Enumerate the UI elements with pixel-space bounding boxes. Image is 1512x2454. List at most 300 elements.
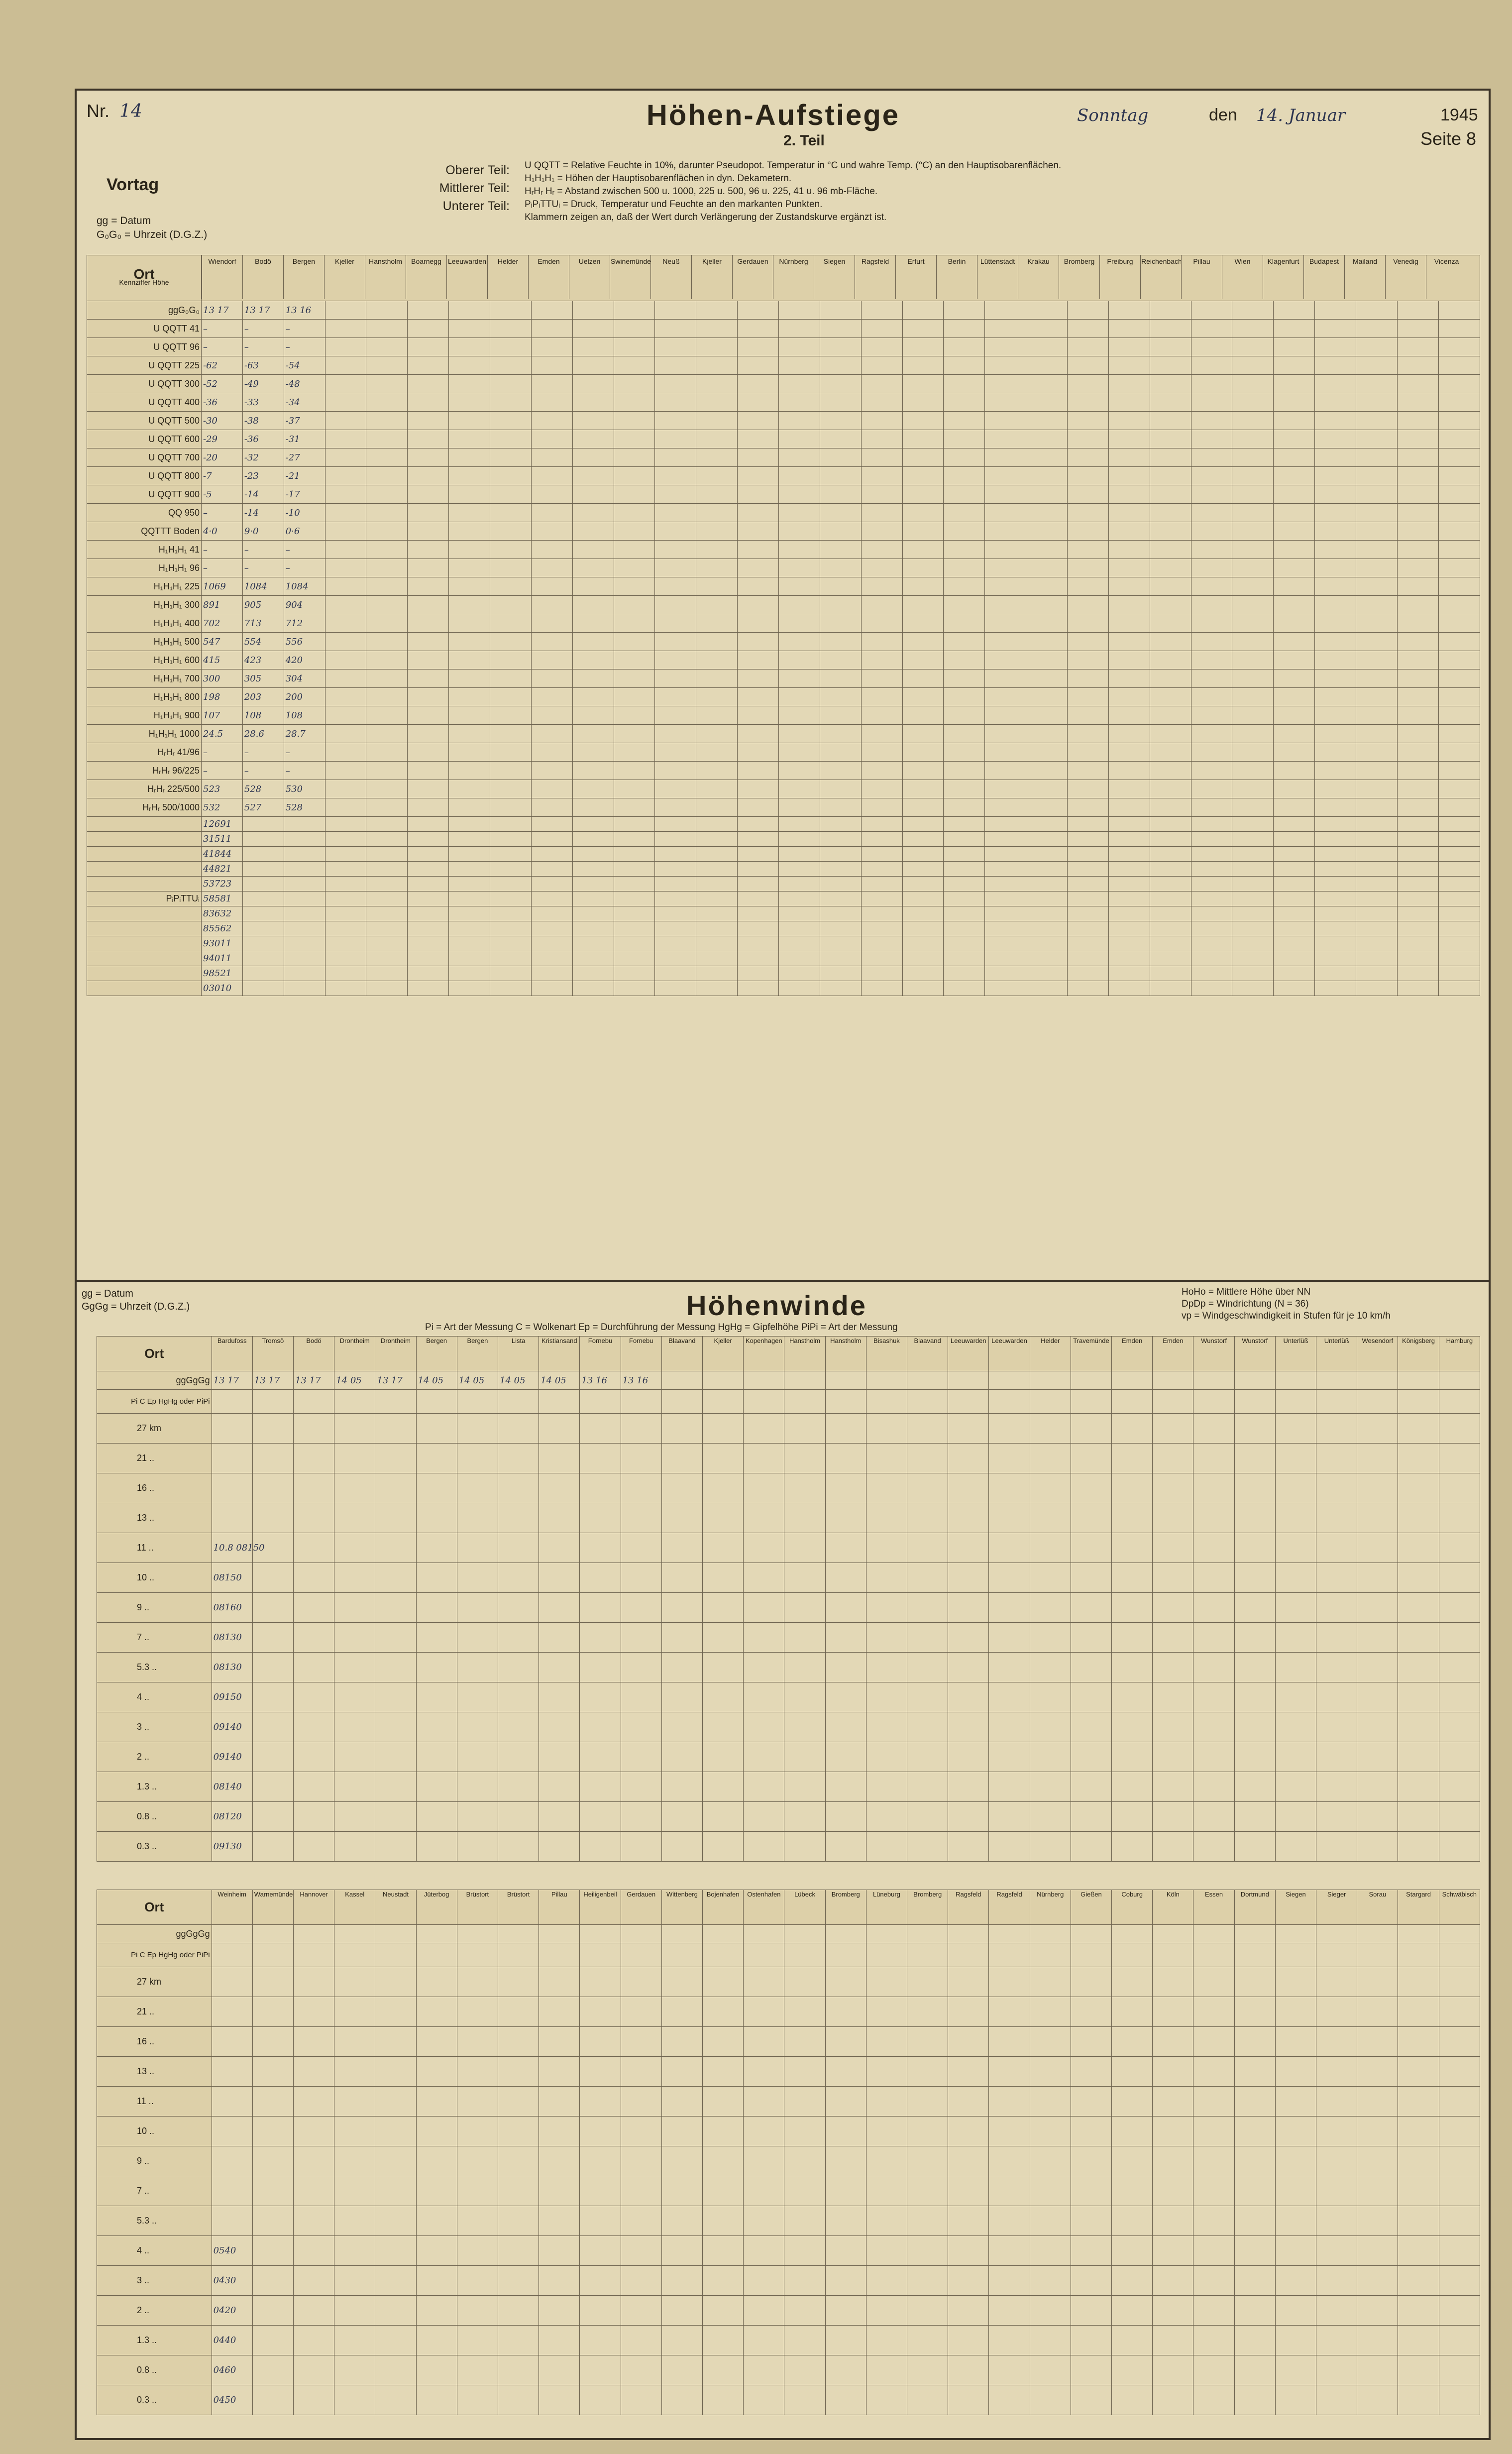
table-cell — [1068, 862, 1109, 877]
table-cell — [784, 2027, 825, 2057]
table-cell — [416, 1943, 457, 1967]
table-cell — [334, 2326, 375, 2355]
table-cell — [1438, 393, 1480, 412]
table-row — [97, 2176, 1480, 2206]
table-cell — [784, 1682, 825, 1712]
winds-legend: Pi = Art der Messung C = Wolkenart Ep = Durchführung der Messung HgHg = Gipfelhöhe PiPi = Art der Messung — [425, 1322, 898, 1333]
table-cell: 08150 — [212, 1563, 252, 1593]
table-cell — [784, 2296, 825, 2326]
table-cell — [738, 412, 779, 430]
table-row — [97, 1890, 1480, 1925]
table-cell — [614, 504, 655, 522]
table-row — [97, 2146, 1480, 2176]
table-cell — [1315, 862, 1356, 877]
table-cell — [1193, 1444, 1234, 1473]
station-header: Bergen — [457, 1337, 498, 1371]
table-cell — [989, 2355, 1030, 2385]
table-cell — [1191, 320, 1232, 338]
table-cell — [242, 981, 284, 996]
table-cell — [1438, 541, 1480, 559]
table-cell — [1275, 1593, 1316, 1623]
table-cell — [1191, 541, 1232, 559]
table-cell — [1275, 2057, 1316, 2087]
table-cell — [252, 2385, 293, 2415]
table-cell — [212, 2176, 252, 2206]
table-cell — [861, 725, 902, 743]
table-cell — [572, 412, 614, 430]
table-cell — [621, 2146, 661, 2176]
station-header: Bojenhafen — [703, 1890, 744, 1925]
table-cell — [1397, 651, 1438, 669]
table-cell — [1068, 798, 1109, 817]
table-cell — [408, 633, 449, 651]
table-cell — [1068, 725, 1109, 743]
table-cell — [866, 1414, 907, 1444]
table-cell — [1439, 2266, 1480, 2296]
table-cell — [738, 892, 779, 906]
table-cell — [861, 541, 902, 559]
table-cell — [416, 1967, 457, 1997]
table-cell — [944, 817, 985, 832]
table-cell — [744, 1390, 784, 1414]
table-row — [87, 847, 1480, 862]
height-label: 1.3 .. — [97, 2326, 212, 2355]
table-cell — [366, 981, 408, 996]
station-header: Wittenberg — [661, 1890, 702, 1925]
table-cell — [1232, 522, 1274, 541]
table-cell — [408, 832, 449, 847]
table-cell — [1398, 2146, 1439, 2176]
table-cell — [1439, 1623, 1480, 1653]
station-header: Drontheim — [375, 1337, 416, 1371]
table-cell — [1438, 504, 1480, 522]
table-cell — [907, 1563, 948, 1593]
table-cell — [498, 1712, 539, 1742]
table-cell — [621, 1414, 661, 1444]
table-cell — [325, 614, 366, 633]
table-cell — [985, 951, 1026, 966]
table-cell — [1275, 1414, 1316, 1444]
table-cell — [212, 1943, 252, 1967]
table-cell — [1438, 688, 1480, 706]
table-cell — [1232, 338, 1274, 356]
table-cell — [539, 1925, 580, 1943]
table-cell — [779, 301, 820, 320]
table-cell — [1356, 762, 1398, 780]
table-cell — [825, 1444, 866, 1473]
table-cell — [820, 847, 861, 862]
table-cell — [580, 1563, 621, 1593]
row-label: H₁H₁H₁ 700 — [87, 669, 202, 688]
station-header: Erfurt — [895, 255, 936, 299]
table-cell — [580, 1414, 621, 1444]
table-row — [97, 2057, 1480, 2087]
table-cell — [944, 301, 985, 320]
table-cell: 09140 — [212, 1742, 252, 1772]
table-cell — [784, 1414, 825, 1444]
table-cell — [944, 762, 985, 780]
table-cell — [252, 1943, 293, 1967]
table-cell — [1356, 596, 1398, 614]
table-cell — [1398, 1563, 1439, 1593]
table-cell — [985, 906, 1026, 921]
table-cell — [1153, 1473, 1193, 1503]
table-cell — [1316, 1802, 1357, 1832]
table-cell — [416, 1623, 457, 1653]
legend-parts — [435, 161, 510, 215]
table-cell — [655, 762, 696, 780]
table-cell — [366, 725, 408, 743]
table-cell — [293, 2326, 334, 2355]
table-cell — [334, 1623, 375, 1653]
table-cell — [1274, 301, 1315, 320]
table-cell — [784, 1802, 825, 1832]
table-cell — [820, 393, 861, 412]
table-cell — [531, 596, 572, 614]
station-header: Lüneburg — [866, 1890, 907, 1925]
table-cell — [1026, 669, 1068, 688]
table-cell — [696, 596, 738, 614]
table-cell — [1439, 1390, 1480, 1414]
table-cell: – — [242, 541, 284, 559]
table-cell — [655, 832, 696, 847]
table-cell — [580, 2266, 621, 2296]
table-cell — [334, 1390, 375, 1414]
table-cell — [907, 2176, 948, 2206]
table-cell — [784, 1390, 825, 1414]
height-label: 16 .. — [97, 1473, 212, 1503]
table-cell — [1316, 1390, 1357, 1414]
table-cell — [1232, 467, 1274, 485]
table-cell — [820, 614, 861, 633]
table-cell — [1274, 892, 1315, 906]
table-cell — [1274, 320, 1315, 338]
table-cell — [907, 1925, 948, 1943]
table-cell — [1232, 448, 1274, 467]
table-cell — [366, 320, 408, 338]
table-cell — [1234, 1967, 1275, 1997]
table-cell — [621, 2057, 661, 2087]
table-cell — [1315, 522, 1356, 541]
table-cell — [779, 817, 820, 832]
table-cell — [902, 651, 944, 669]
table-cell — [703, 1832, 744, 1862]
table-cell — [944, 375, 985, 393]
table-cell — [539, 1563, 580, 1593]
table-cell — [1112, 1832, 1153, 1862]
table-cell — [539, 1967, 580, 1997]
table-cell — [621, 2266, 661, 2296]
table-cell — [1356, 338, 1398, 356]
table-cell — [1315, 798, 1356, 817]
table-cell — [784, 1997, 825, 2027]
table-row — [87, 906, 1480, 921]
table-cell — [661, 2146, 702, 2176]
table-cell — [861, 356, 902, 375]
table-cell — [1439, 1742, 1480, 1772]
table-cell — [784, 2117, 825, 2146]
table-cell: – — [242, 743, 284, 762]
table-cell — [1316, 2296, 1357, 2326]
table-cell — [1071, 1371, 1111, 1390]
table-cell: 13 17 — [293, 1371, 334, 1390]
table-cell — [1026, 651, 1068, 669]
table-cell — [744, 1997, 784, 2027]
table-cell — [989, 1712, 1030, 1742]
table-cell — [252, 1802, 293, 1832]
table-cell — [1398, 1802, 1439, 1832]
table-cell — [293, 1503, 334, 1533]
table-cell — [784, 1742, 825, 1772]
table-cell: 0450 — [212, 2385, 252, 2415]
table-cell — [366, 780, 408, 798]
table-cell — [820, 780, 861, 798]
table-cell — [293, 1967, 334, 1997]
table-cell — [820, 301, 861, 320]
table-cell — [1438, 412, 1480, 430]
table-cell — [1398, 2176, 1439, 2206]
table-cell — [293, 1444, 334, 1473]
table-cell — [744, 2206, 784, 2236]
table-cell — [989, 1802, 1030, 1832]
table-cell — [779, 375, 820, 393]
table-cell — [1357, 1473, 1398, 1503]
table-cell — [1397, 485, 1438, 504]
table-cell — [696, 504, 738, 522]
table-cell: 09150 — [212, 1682, 252, 1712]
table-cell — [985, 614, 1026, 633]
table-cell: – — [284, 338, 325, 356]
station-header: Essen — [1193, 1890, 1234, 1925]
table-cell — [449, 541, 490, 559]
table-cell — [744, 1653, 784, 1682]
table-cell — [1397, 338, 1438, 356]
station-header: Wunstorf — [1234, 1337, 1275, 1371]
table-cell — [1316, 1533, 1357, 1563]
table-cell — [1030, 2206, 1071, 2236]
table-cell — [1108, 921, 1150, 936]
height-label: 21 .. — [97, 1997, 212, 2027]
table-cell — [457, 1943, 498, 1967]
table-cell — [252, 2176, 293, 2206]
table-cell — [944, 936, 985, 951]
table-cell — [784, 2236, 825, 2266]
table-cell — [1439, 1414, 1480, 1444]
table-cell — [1315, 375, 1356, 393]
table-cell — [784, 1832, 825, 1862]
row-label: H₁H₁H₁ 800 — [87, 688, 202, 706]
table-cell — [1108, 981, 1150, 996]
table-cell — [1108, 817, 1150, 832]
table-cell — [1150, 633, 1191, 651]
table-cell — [1030, 2236, 1071, 2266]
table-cell — [1397, 847, 1438, 862]
table-cell — [325, 762, 366, 780]
table-cell — [212, 2087, 252, 2117]
table-cell — [1068, 906, 1109, 921]
table-cell — [744, 2236, 784, 2266]
table-cell — [989, 2206, 1030, 2236]
table-cell — [293, 2355, 334, 2385]
table-cell — [252, 1503, 293, 1533]
table-row — [87, 412, 1480, 430]
table-cell — [1026, 375, 1068, 393]
table-cell — [703, 2385, 744, 2415]
station-header: Freiburg — [1099, 255, 1140, 299]
station-header: Lüttenstadt — [977, 255, 1018, 299]
table-cell — [1068, 338, 1109, 356]
table-cell — [531, 936, 572, 951]
table-cell — [661, 1623, 702, 1653]
table-cell — [948, 2057, 989, 2087]
table-cell — [1193, 1390, 1234, 1414]
table-cell — [661, 1712, 702, 1742]
table-cell — [1439, 2326, 1480, 2355]
table-cell — [375, 1623, 416, 1653]
table-cell — [1191, 743, 1232, 762]
table-cell — [325, 541, 366, 559]
table-cell — [490, 706, 532, 725]
table-cell — [1232, 688, 1274, 706]
table-cell — [1026, 320, 1068, 338]
station-header: Siegen — [814, 255, 855, 299]
table-cell — [408, 780, 449, 798]
table-cell — [498, 1997, 539, 2027]
table-cell — [1232, 669, 1274, 688]
table-cell — [861, 951, 902, 966]
table-cell — [1397, 504, 1438, 522]
table-cell — [1398, 1682, 1439, 1712]
table-row — [87, 596, 1480, 614]
table-cell — [1026, 981, 1068, 996]
table-cell — [293, 2087, 334, 2117]
table-cell — [989, 1943, 1030, 1967]
table-cell — [1026, 877, 1068, 892]
height-label: 21 .. — [97, 1444, 212, 1473]
table-cell — [1356, 669, 1398, 688]
table-cell — [375, 2057, 416, 2087]
table-cell — [784, 1371, 825, 1390]
table-cell — [449, 430, 490, 448]
table-cell — [866, 1371, 907, 1390]
table-cell — [1274, 725, 1315, 743]
table-cell — [490, 688, 532, 706]
table-cell — [985, 832, 1026, 847]
table-cell — [866, 1473, 907, 1503]
table-cell — [1026, 467, 1068, 485]
table-cell — [498, 2117, 539, 2146]
table-cell — [1439, 2176, 1480, 2206]
table-row — [87, 951, 1480, 966]
table-cell — [1153, 2296, 1193, 2326]
table-cell — [661, 1414, 702, 1444]
table-cell — [1026, 921, 1068, 936]
table-cell — [539, 2266, 580, 2296]
table-cell — [784, 1943, 825, 1967]
table-cell — [1191, 780, 1232, 798]
table-cell — [1234, 1832, 1275, 1862]
table-cell — [948, 1772, 989, 1802]
table-cell — [1232, 356, 1274, 375]
table-cell — [948, 1390, 989, 1414]
table-cell — [1153, 1925, 1193, 1943]
table-cell — [696, 522, 738, 541]
table-cell — [1068, 522, 1109, 541]
table-cell — [820, 596, 861, 614]
table-row — [87, 981, 1480, 996]
table-cell — [1357, 1997, 1398, 2027]
table-cell — [907, 1390, 948, 1414]
table-cell: – — [242, 338, 284, 356]
table-cell — [738, 633, 779, 651]
table-cell — [825, 1682, 866, 1712]
table-cell — [1357, 1742, 1398, 1772]
table-cell — [696, 412, 738, 430]
table-cell — [1191, 892, 1232, 906]
table-cell — [1274, 832, 1315, 847]
table-cell — [866, 2057, 907, 2087]
table-cell — [907, 1967, 948, 1997]
table-cell — [948, 1533, 989, 1563]
table-cell — [1026, 504, 1068, 522]
table-cell — [1438, 798, 1480, 817]
table-cell — [572, 393, 614, 412]
table-cell — [779, 485, 820, 504]
table-cell — [655, 906, 696, 921]
table-cell — [416, 2355, 457, 2385]
table-cell — [1068, 633, 1109, 651]
table-cell — [948, 1712, 989, 1742]
table-cell — [490, 921, 532, 936]
table-row — [87, 522, 1480, 541]
table-cell — [1193, 2206, 1234, 2236]
table-cell — [661, 1772, 702, 1802]
table-cell — [820, 725, 861, 743]
table-cell — [293, 1593, 334, 1623]
table-cell — [866, 1563, 907, 1593]
table-cell — [334, 2355, 375, 2385]
table-cell — [1153, 1682, 1193, 1712]
station-header: Unterlüß — [1275, 1337, 1316, 1371]
table-cell — [1234, 1371, 1275, 1390]
table-cell — [614, 706, 655, 725]
station-header: Fornebu — [580, 1337, 621, 1371]
table-cell — [1150, 320, 1191, 338]
table-cell — [539, 2326, 580, 2355]
table-cell — [1068, 936, 1109, 951]
table-row — [97, 1742, 1480, 1772]
table-cell — [1108, 688, 1150, 706]
table-cell — [1112, 1682, 1153, 1712]
table-cell — [861, 906, 902, 921]
table-cell — [366, 301, 408, 320]
table-cell: 13 17 — [242, 301, 284, 320]
table-cell — [902, 633, 944, 651]
table-cell — [539, 1802, 580, 1832]
table-cell — [1112, 2296, 1153, 2326]
table-cell — [1274, 688, 1315, 706]
table-cell — [334, 2027, 375, 2057]
table-cell — [1357, 1390, 1398, 1414]
table-cell — [1397, 817, 1438, 832]
table-cell — [744, 1925, 784, 1943]
station-header: Hanstholm — [825, 1337, 866, 1371]
table-cell — [655, 430, 696, 448]
table-cell — [572, 780, 614, 798]
table-cell — [1026, 559, 1068, 577]
table-cell — [738, 651, 779, 669]
table-cell — [1026, 301, 1068, 320]
